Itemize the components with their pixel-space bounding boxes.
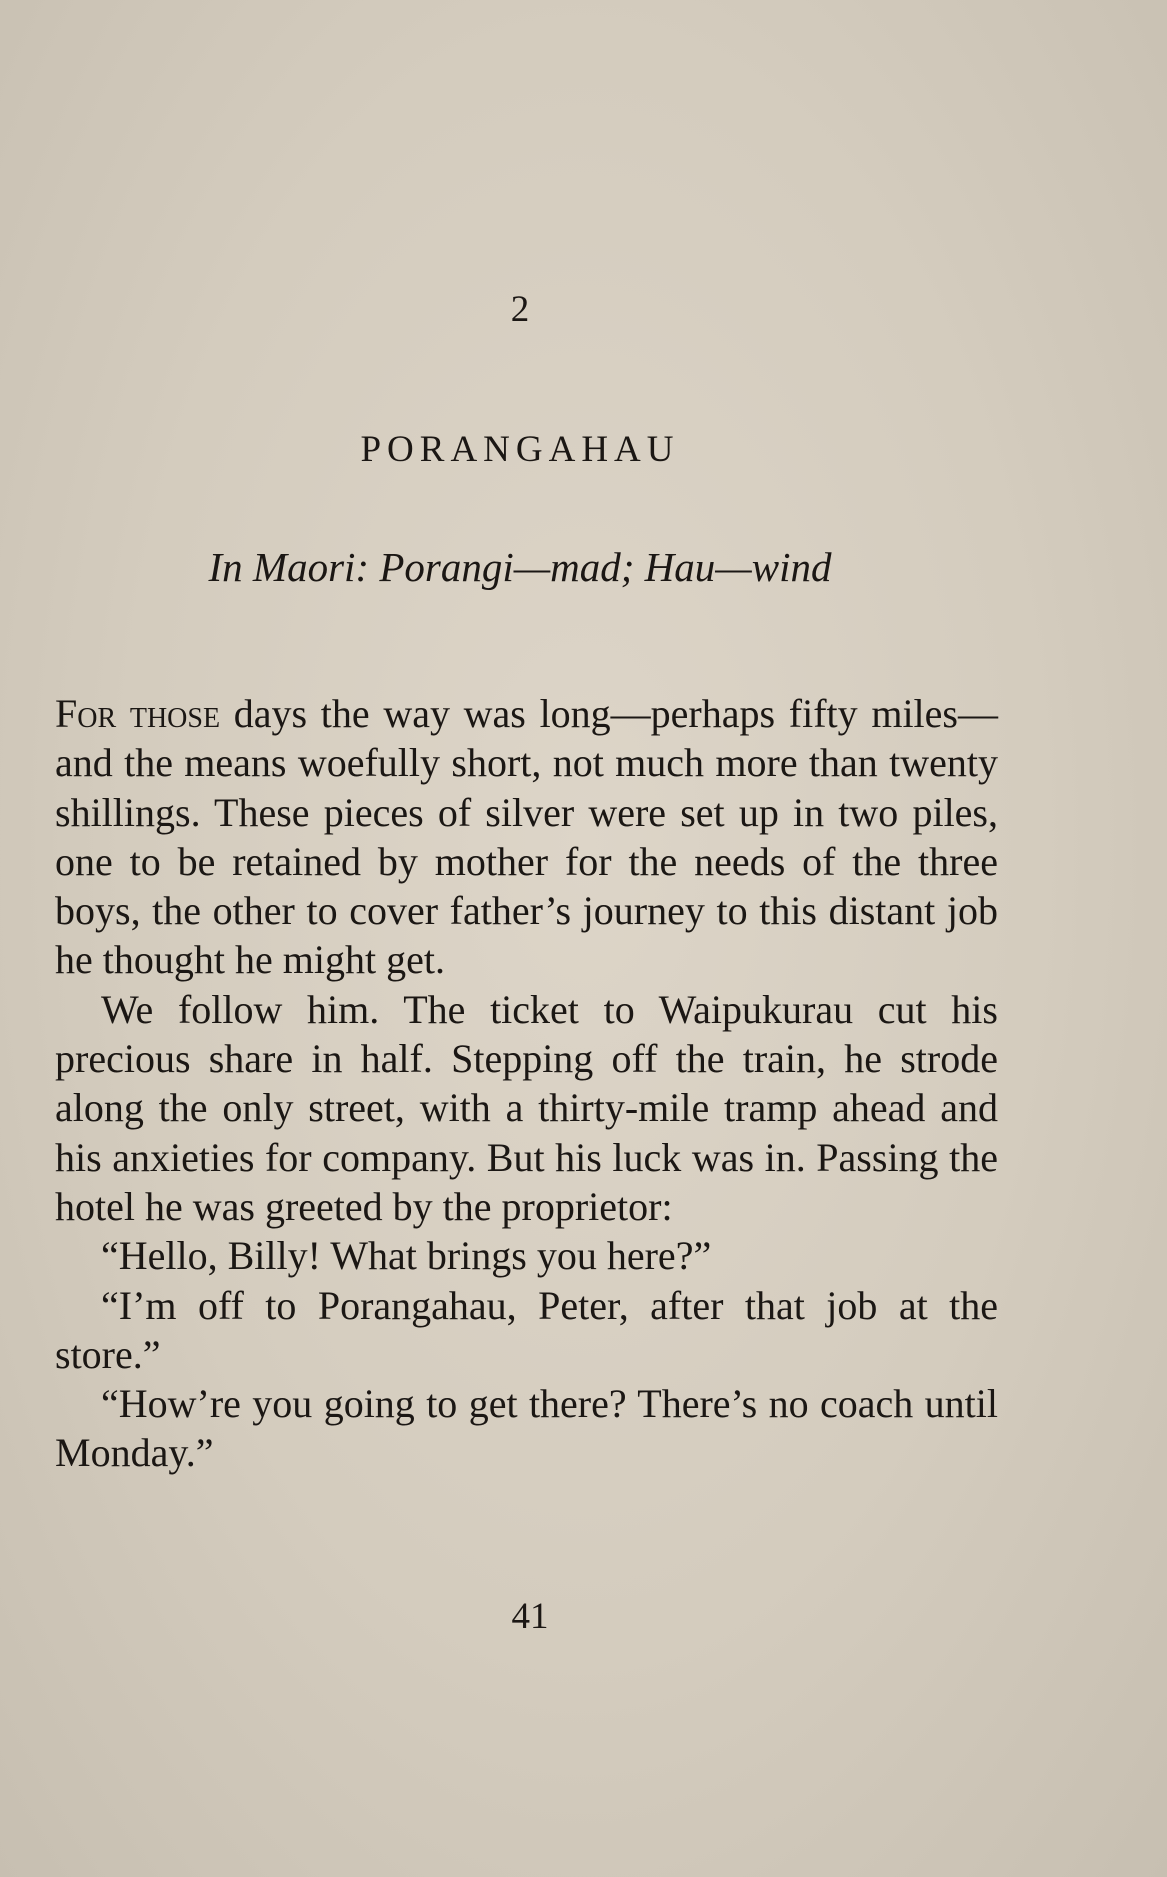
paragraph: “How’re you going to get there? There’s no coach until Monday.” [55, 1381, 998, 1476]
chapter-number: 2 [510, 289, 530, 330]
paragraph [55, 689, 998, 985]
chapter-title: PORANGAHAU [360, 429, 680, 470]
opening-small-caps: For those [55, 691, 221, 736]
paragraph: We follow him. The ticket to Waipukurau cut his precious share in half. Stepping off the train, he strode along the only street, with a thirty-mile tramp ahead and his anxieties for company. But his luck was in. Passing the hotel he was greeted by the proprietor: [55, 986, 998, 1229]
page-number: 41 [511, 1596, 549, 1637]
paragraph: “Hello, Billy! What brings you here?” [101, 1233, 712, 1279]
paragraph: “I’m off to Porangahau, Peter, after that job at the store.” [55, 1282, 998, 1377]
chapter-epigraph: In Maori: Porangi—mad; Hau—wind [208, 544, 832, 590]
paragraph-text: days the way was long—perhaps fifty miles—and the means woefully short, not much more than twenty shillings. These pieces of silver were set up in two piles, one to be retained by mother for the needs of the three boys, the other to cover father’s journey to this distant job he thought he might get. [55, 691, 998, 983]
body-text [55, 689, 998, 1478]
